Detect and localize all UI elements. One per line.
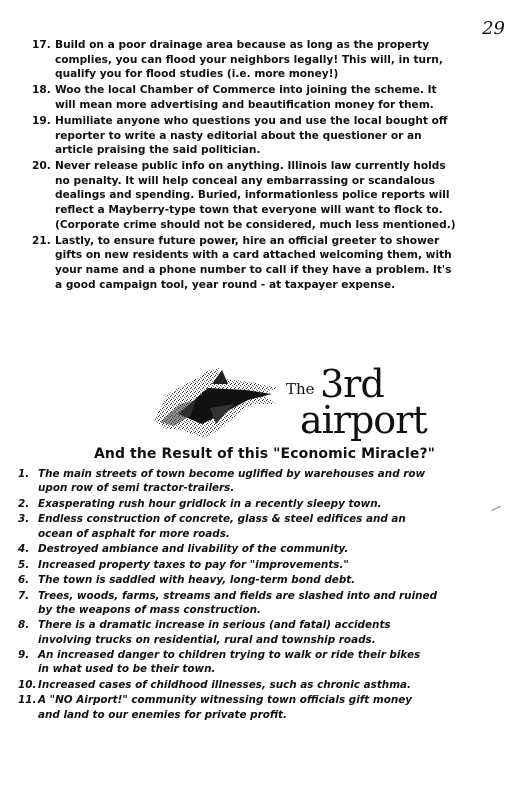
- list-item: [32, 83, 502, 112]
- page-number: 29: [482, 18, 505, 39]
- item-line: Trees, woods, farms, streams and fields are slashed into and ruined: [38, 589, 438, 602]
- item-text: [38, 467, 519, 496]
- list-item: [14, 542, 519, 556]
- third-airport-logo: [150, 362, 427, 442]
- item-text: [38, 573, 519, 587]
- item-number: 19.: [32, 114, 51, 127]
- item-number: 9.: [18, 649, 30, 662]
- list-item: [14, 497, 519, 511]
- item-line: article praising the said politician.: [55, 144, 261, 157]
- list-item: [32, 114, 502, 158]
- item-number: 11.: [18, 694, 37, 707]
- item-line: Humiliate anyone who questions you and use the local bought off: [55, 114, 448, 127]
- item-line: ocean of asphalt for more roads.: [38, 527, 230, 540]
- item-number: 6.: [18, 574, 30, 587]
- list-item: [14, 678, 519, 692]
- item-line: qualify you for flood studies (i.e. more money!): [55, 68, 339, 81]
- item-number: 2.: [18, 497, 30, 510]
- item-line: The town is saddled with heavy, long-term bond debt.: [38, 574, 356, 587]
- item-number: 8.: [18, 619, 30, 632]
- item-line: Endless construction of concrete, glass & steel edifices and an: [38, 513, 406, 526]
- item-text: [38, 497, 519, 511]
- item-number: 1.: [18, 468, 30, 480]
- item-text: [38, 618, 519, 647]
- item-number: 4.: [18, 543, 30, 556]
- item-text: [52, 38, 502, 82]
- item-line: upon row of semi tractor-trailers.: [38, 482, 235, 495]
- list-item: [32, 234, 502, 292]
- list-item: [14, 648, 519, 677]
- item-number: 10.: [18, 678, 37, 691]
- item-line: involving trucks on residential, rural and township roads.: [38, 633, 376, 646]
- item-number: 3.: [18, 513, 30, 526]
- item-text: [38, 589, 519, 618]
- logo-airport-text: airport: [300, 398, 427, 442]
- item-line: The main streets of town become uglified by warehouses and row: [38, 468, 426, 480]
- item-line: Increased property taxes to pay for "improvements.": [38, 558, 349, 571]
- item-text: [38, 693, 519, 722]
- item-line: your name and a phone number to call if they have a problem. It's: [55, 263, 452, 276]
- bottom-numbered-list: [14, 467, 519, 723]
- item-number: 20.: [32, 160, 51, 173]
- item-number: 17.: [32, 39, 51, 51]
- item-line: Lastly, to ensure future power, hire an official greeter to shower: [55, 234, 440, 247]
- item-line: gifts on new residents with a card attached welcoming them, with: [55, 249, 452, 262]
- item-text: [52, 83, 502, 112]
- item-line: by the weapons of mass construction.: [38, 603, 261, 616]
- item-line: reporter to write a nasty editorial about the questioner or an: [55, 129, 422, 142]
- list-item: [14, 693, 519, 722]
- item-line: A "NO Airport!" community witnessing town officials gift money: [38, 694, 413, 707]
- item-number: 18.: [32, 84, 51, 97]
- item-line: in what used to be their town.: [38, 663, 216, 676]
- list-item: [14, 467, 519, 496]
- section-heading: And the Result of this "Economic Miracle?": [93, 446, 436, 462]
- item-text: [52, 159, 502, 232]
- item-line: and land to our enemies for private profit.: [38, 708, 287, 721]
- logo-number-text: 3rd: [320, 362, 384, 406]
- item-line: Build on a poor drainage area because as long as the property: [55, 39, 430, 51]
- item-line: dealings and spending. Buried, informationless police reports will: [55, 189, 450, 202]
- list-item: [14, 573, 519, 587]
- airplane-silhouette-icon: [150, 364, 282, 442]
- list-item: [14, 512, 519, 541]
- list-item: [14, 618, 519, 647]
- item-number: 21.: [32, 234, 51, 247]
- item-text: [38, 542, 519, 556]
- logo-the-text: The: [286, 380, 315, 398]
- list-item: [32, 38, 502, 82]
- item-line: will mean more advertising and beautification money for them.: [55, 98, 434, 111]
- item-line: Increased cases of childhood illnesses, such as chronic asthma.: [38, 678, 411, 691]
- list-item: [32, 159, 502, 232]
- list-item: [14, 558, 519, 572]
- item-line: a good campaign tool, year round - at taxpayer expense.: [55, 278, 396, 291]
- item-text: [38, 558, 519, 572]
- list-item: [14, 589, 519, 618]
- item-line: An increased danger to children trying to walk or ride their bikes: [38, 649, 421, 662]
- item-line: Destroyed ambiance and livability of the community.: [38, 543, 349, 556]
- item-line: There is a dramatic increase in serious (and fatal) accidents: [38, 619, 391, 632]
- item-number: 5.: [18, 558, 30, 571]
- item-number: 7.: [18, 589, 30, 602]
- item-line: Exasperating rush hour gridlock in a recently sleepy town.: [38, 497, 382, 510]
- item-line: reflect a Mayberry-type town that everyone will want to flock to.: [55, 204, 443, 217]
- item-line: Never release public info on anything. Illinois law currently holds: [55, 160, 446, 173]
- item-text: [52, 114, 502, 158]
- item-text: [38, 678, 519, 692]
- item-line: no penalty. It will help conceal any embarrassing or scandalous: [55, 174, 435, 187]
- item-line: Woo the local Chamber of Commerce into joining the scheme. It: [55, 84, 437, 97]
- top-numbered-list: [32, 38, 502, 294]
- item-text: [38, 512, 519, 541]
- item-text: [38, 648, 519, 677]
- item-text: [52, 234, 502, 292]
- item-line: complies, you can flood your neighbors legally! This will, in turn,: [55, 53, 443, 66]
- item-line: (Corporate crime should not be considered, much less mentioned.): [55, 218, 456, 231]
